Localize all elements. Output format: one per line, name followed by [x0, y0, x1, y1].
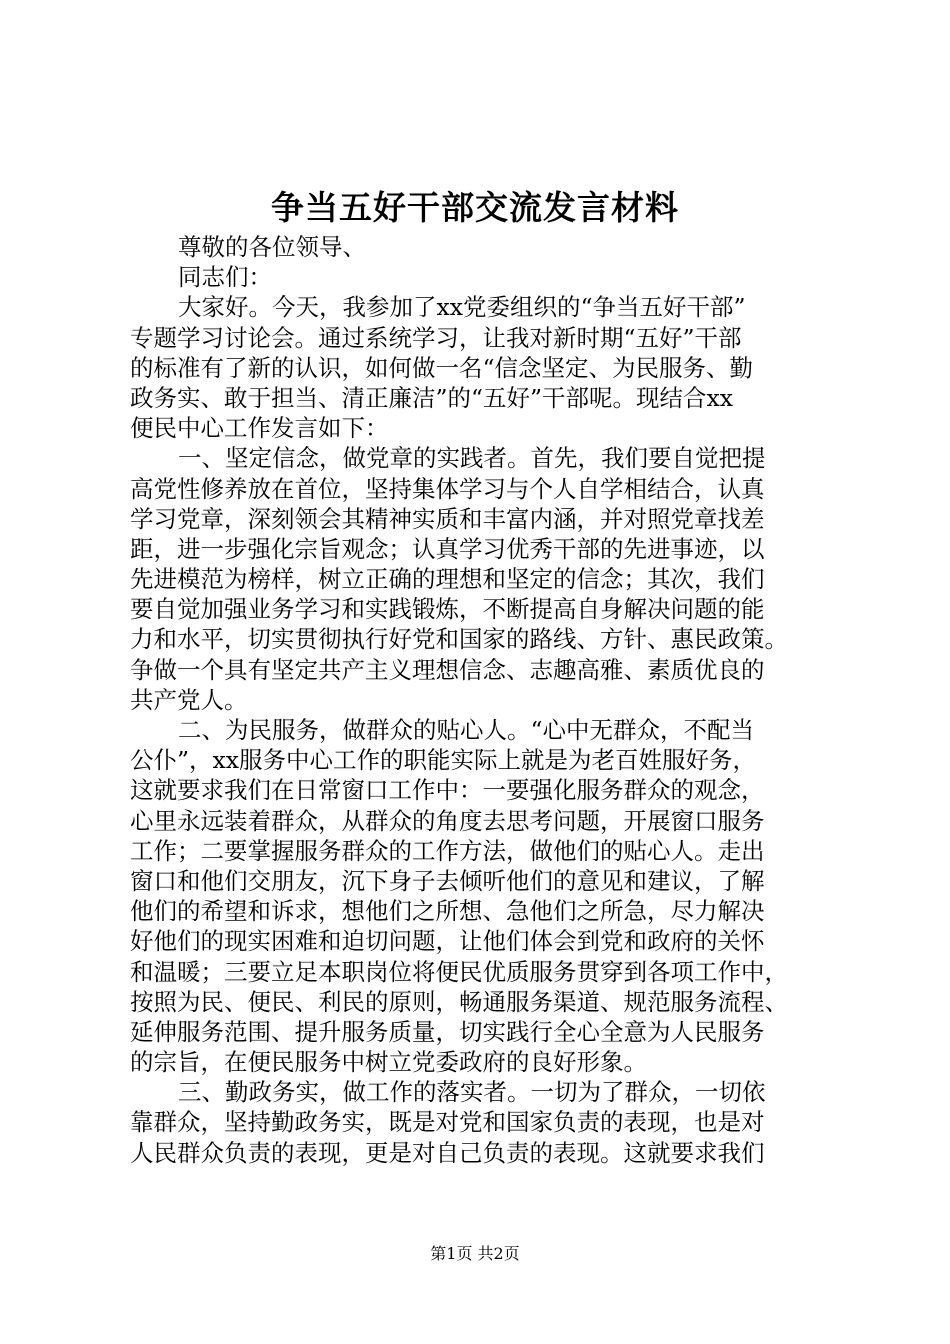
text-line: 人民群众负责的表现，更是对自己负责的表现。这就要求我们	[130, 1138, 765, 1167]
text-line: 同志们：	[178, 263, 272, 292]
text-line: 工作；二要掌握服务群众的工作方法，做他们的贴心人。走出	[130, 836, 765, 865]
text-line: 三、勤政务实，做工作的落实者。一切为了群众，一切依	[178, 1078, 766, 1107]
text-line: 尊敬的各位领导、	[178, 233, 366, 261]
text-line: 专题学习讨论会。通过系统学习，让我对新时期“五好”干部	[130, 323, 742, 352]
text-line: 一、坚定信念，做党章的实践者。首先，我们要自觉把提	[178, 444, 766, 473]
text-line: 距，进一步强化宗旨观念；认真学习优秀干部的先进事迹，以	[130, 534, 765, 563]
text-line: 力和水平，切实贯彻执行好党和国家的路线、方针、惠民政策。	[130, 625, 788, 654]
text-line: 的宗旨，在便民服务中树立党委政府的良好形象。	[130, 1048, 647, 1077]
text-line: 按照为民、便民、利民的原则，畅通服务渠道、规范服务流程、	[130, 987, 788, 1016]
text-line: 高党性修养放在首位，坚持集体学习与个人自学相结合，认真	[130, 474, 765, 503]
document-title: 争当五好干部交流发言材料	[271, 188, 679, 227]
document-body	[130, 232, 860, 1168]
text-line: 他们的希望和诉求，想他们之所想、急他们之所急，尽力解决	[130, 897, 765, 926]
text-line: 要自觉加强业务学习和实践锻炼，不断提高自身解决问题的能	[130, 595, 765, 624]
text-line: 共产党人。	[130, 685, 248, 714]
text-line: 先进模范为榜样，树立正确的理想和坚定的信念；其次，我们	[130, 565, 765, 594]
text-line: 争做一个具有坚定共产主义理想信念、志趣高雅、素质优良的	[130, 655, 765, 684]
text-line: 便民中心工作发言如下：	[130, 414, 389, 443]
text-line: 公仆”，xx服务中心工作的职能实际上就是为老百姓服好务，	[130, 746, 757, 775]
page-footer: 第1页 共2页	[430, 1244, 520, 1263]
text-line: 学习党章，深刻领会其精神实质和丰富内涵，并对照党章找差	[130, 504, 765, 533]
text-line: 政务实、敢于担当、清正廉洁”的“五好”干部呢。现结合xx	[130, 383, 734, 412]
text-line: 好他们的现实困难和迫切问题，让他们体会到党和政府的关怀	[130, 927, 765, 956]
text-line: 延伸服务范围、提升服务质量，切实践行全心全意为人民服务	[130, 1017, 765, 1046]
text-line: 心里永远装着群众，从群众的角度去思考问题，开展窗口服务	[130, 806, 765, 835]
text-line: 窗口和他们交朋友，沉下身子去倾听他们的意见和建议，了解	[130, 866, 765, 895]
text-line: 和温暖；三要立足本职岗位将便民优质服务贯穿到各项工作中，	[130, 957, 788, 986]
text-line: 的标准有了新的认识，如何做一名“信念坚定、为民服务、勤	[130, 353, 754, 382]
text-line: 这就要求我们在日常窗口工作中：一要强化服务群众的观念，	[130, 776, 765, 805]
text-line: 大家好。今天，我参加了xx党委组织的“争当五好干部”	[178, 293, 746, 322]
text-line: 靠群众，坚持勤政务实，既是对党和国家负责的表现，也是对	[130, 1108, 765, 1137]
text-line: 二、为民服务，做群众的贴心人。“心中无群众，不配当	[178, 716, 755, 744]
